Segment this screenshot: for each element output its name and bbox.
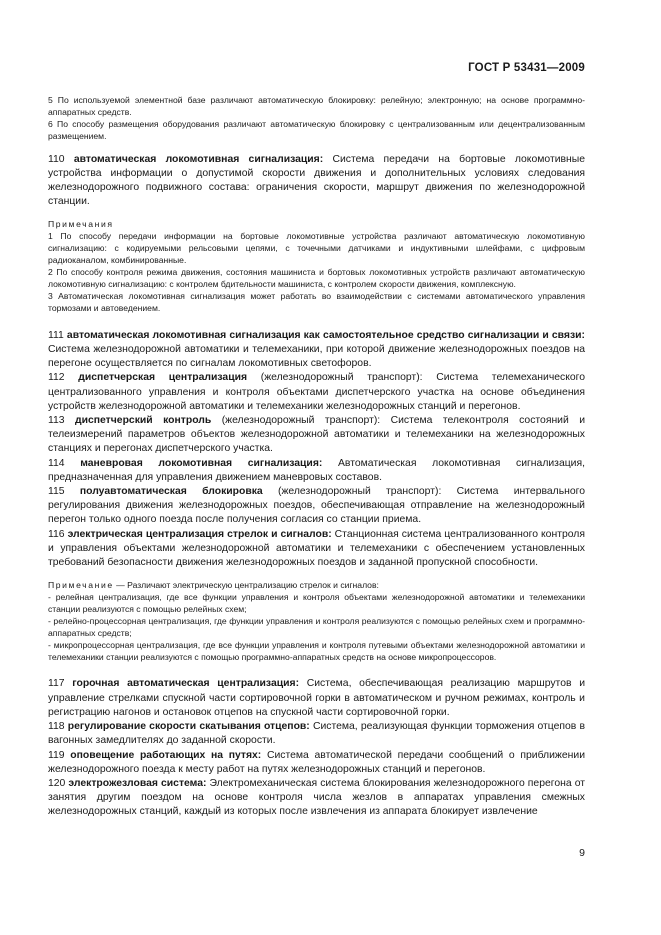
- note-item: - релейно-процессорная централизация, где функции управления и контроля реализуются с помощью релейных схем и программно-аппаратных средств;: [48, 615, 585, 638]
- term-entry-118: [48, 720, 585, 748]
- note-heading: Примечание: [48, 580, 114, 591]
- term-name: маневровая локомотивная сигнализация:: [80, 457, 323, 469]
- term-entry-112: [48, 371, 585, 414]
- term-entry-111: [48, 329, 585, 372]
- term-number: 120: [48, 777, 66, 789]
- note-116: [48, 580, 585, 592]
- note-item: - микропроцессорная централизация, где все функции управления и контроля путевыми объектами железнодорожной автоматики и телемеханики станции реализуются с помощью программно-аппаратных средств на основе микропроцессоров.: [48, 639, 585, 662]
- term-definition: Система передачи на бортовые локомотивные устройства информации о допустимой скорости движения и дополнительных условиях следования железнодорожного подвижного состава: ограничения скорости, маршрут движения по железнодорожной станции.: [48, 153, 586, 208]
- standard-number: ГОСТ Р 53431—2009: [468, 62, 585, 74]
- note-item: 2 По способу контроля режима движения, состояния машиниста и бортовых локомотивных устройств различают автоматическую локомотивную сигнализацию: с контролем бдительности машиниста, с контролем скорости движения, комплексную.: [48, 267, 585, 289]
- term-definition: (железнодорожный транспорт): Система телеконтроля состояний и телеизмерений параметров объектов железнодорожной автоматики и телемеханики на железнодорожных станциях и перегонах диспетчерского участка.: [48, 414, 586, 455]
- term-entry-110: [48, 153, 585, 210]
- term-name: регулирование скорости скатывания отцепов:: [67, 721, 310, 733]
- term-number: 117: [48, 678, 65, 690]
- term-entry-116: [48, 528, 585, 571]
- term-name: диспетчерская централизация: [78, 372, 248, 384]
- note-intro: — Различают электрическую централизацию стрелок и сигналов:: [113, 580, 379, 591]
- term-name: автоматическая локомотивная сигнализация как самостоятельное средство сигнализации и связи:: [66, 329, 585, 341]
- term-definition: Система автоматической передачи сообщений о приближении железнодорожного поезда к месту работ на путях железнодорожных станций и перегонов.: [48, 749, 585, 775]
- term-entry-115: [48, 485, 585, 528]
- term-entry-113: [48, 414, 585, 457]
- term-definition: (железнодорожный транспорт): Система интервального регулирования движения железнодорожных поездов, обеспечивающая отправление на железнодорожный перегон только одного поезда после получения согласия со станции приема.: [48, 485, 585, 526]
- term-definition: Система, обеспечивающая реализацию маршрутов и управление стрелками спускной части сортировочной горки в автоматическом и ручном режимах, контроль и регистрацию нагонов и остановок отцепов на спускной части сортировочной горки.: [48, 678, 585, 718]
- term-entry-114: [48, 457, 585, 485]
- term-number: 112: [48, 372, 65, 384]
- note-item: 5 По используемой элементной базе различают автоматическую блокировку: релейную; электронную; на основе программно-аппаратных средств.: [48, 95, 585, 117]
- note-item: 6 По способу размещения оборудования различают автоматическую блокировку с централизованным или децентрализованным размещением.: [48, 118, 585, 141]
- term-number: 119: [48, 749, 65, 761]
- term-definition: Система железнодорожной автоматики и телемеханики, при которой движение железнодорожных поездов на перегоне осуществляется по сигналам локомотивных светофоров.: [48, 343, 585, 370]
- term-entry-119: [48, 749, 585, 777]
- term-name: полуавтоматическая блокировка: [79, 485, 263, 497]
- notes-heading: Примечания: [48, 219, 114, 230]
- page-number: 9: [579, 847, 585, 859]
- note-item: - релейная централизация, где все функции управления и контроля объектами железнодорожной автоматики и телемеханики станции реализуются с помощью релейных схем;: [48, 592, 585, 614]
- term-definition: Станционная система централизованного контроля и управления объектами железнодорожной автоматики и телемеханики с обеспечением установленных требований безопасности движения железнодорожных поездов и заданной пропускной способности.: [48, 528, 585, 568]
- term-number: 114: [48, 457, 65, 469]
- term-number: 110: [48, 153, 65, 165]
- term-entry-117: [48, 677, 585, 720]
- term-number: 115: [48, 485, 65, 497]
- term-name: оповещение работающих на путях:: [70, 749, 262, 761]
- note-item: 3 Автоматическая локомотивная сигнализация может работать во взаимодействии с системами автоматического управления тормозами и автоведением.: [48, 290, 585, 313]
- term-number: 113: [48, 414, 65, 426]
- term-number: 118: [48, 721, 65, 733]
- term-definition: Система, реализующая функции торможения отцепов в вагонных замедлителях до заданной скорости.: [48, 721, 586, 747]
- term-name: автоматическая локомотивная сигнализация:: [73, 153, 324, 165]
- term-number: 111: [48, 329, 64, 341]
- term-entry-120: [48, 777, 585, 820]
- term-name: электрическая централизация стрелок и сигналов:: [67, 528, 332, 540]
- term-definition: Электромеханическая система блокирования железнодорожного перегона от занятия другим поездом на основе контроля числа жезлов в аппаратах управления смежных железнодорожных станций, каждый из которых после извлечения из аппарата блокирует извлечение: [48, 777, 586, 818]
- term-definition: (железнодорожный транспорт): Система телемеханического централизованного управления и контроля объектами диспетчерского участка на основе объединения устройств железнодорожной автоматики и телемеханики железнодорожных станций и перегонов.: [48, 372, 585, 412]
- term-definition: Автоматическая локомотивная сигнализация, предназначенная для управления движением маневровых составов.: [48, 457, 585, 483]
- page-content: [48, 95, 585, 820]
- term-name: горочная автоматическая централизация:: [72, 678, 300, 690]
- term-name: диспетчерский контроль: [75, 414, 212, 426]
- term-number: 116: [48, 528, 65, 540]
- term-name: электрожезловая система:: [68, 777, 207, 789]
- note-item: 1 По способу передачи информации на бортовые локомотивные устройства различают автоматическую локомотивную сигнализацию: с кодируемыми рельсовыми цепями, с точечными датчиками и индуктивными шлейфами, с цифровым радиоканалом, комбинированные.: [48, 231, 585, 266]
